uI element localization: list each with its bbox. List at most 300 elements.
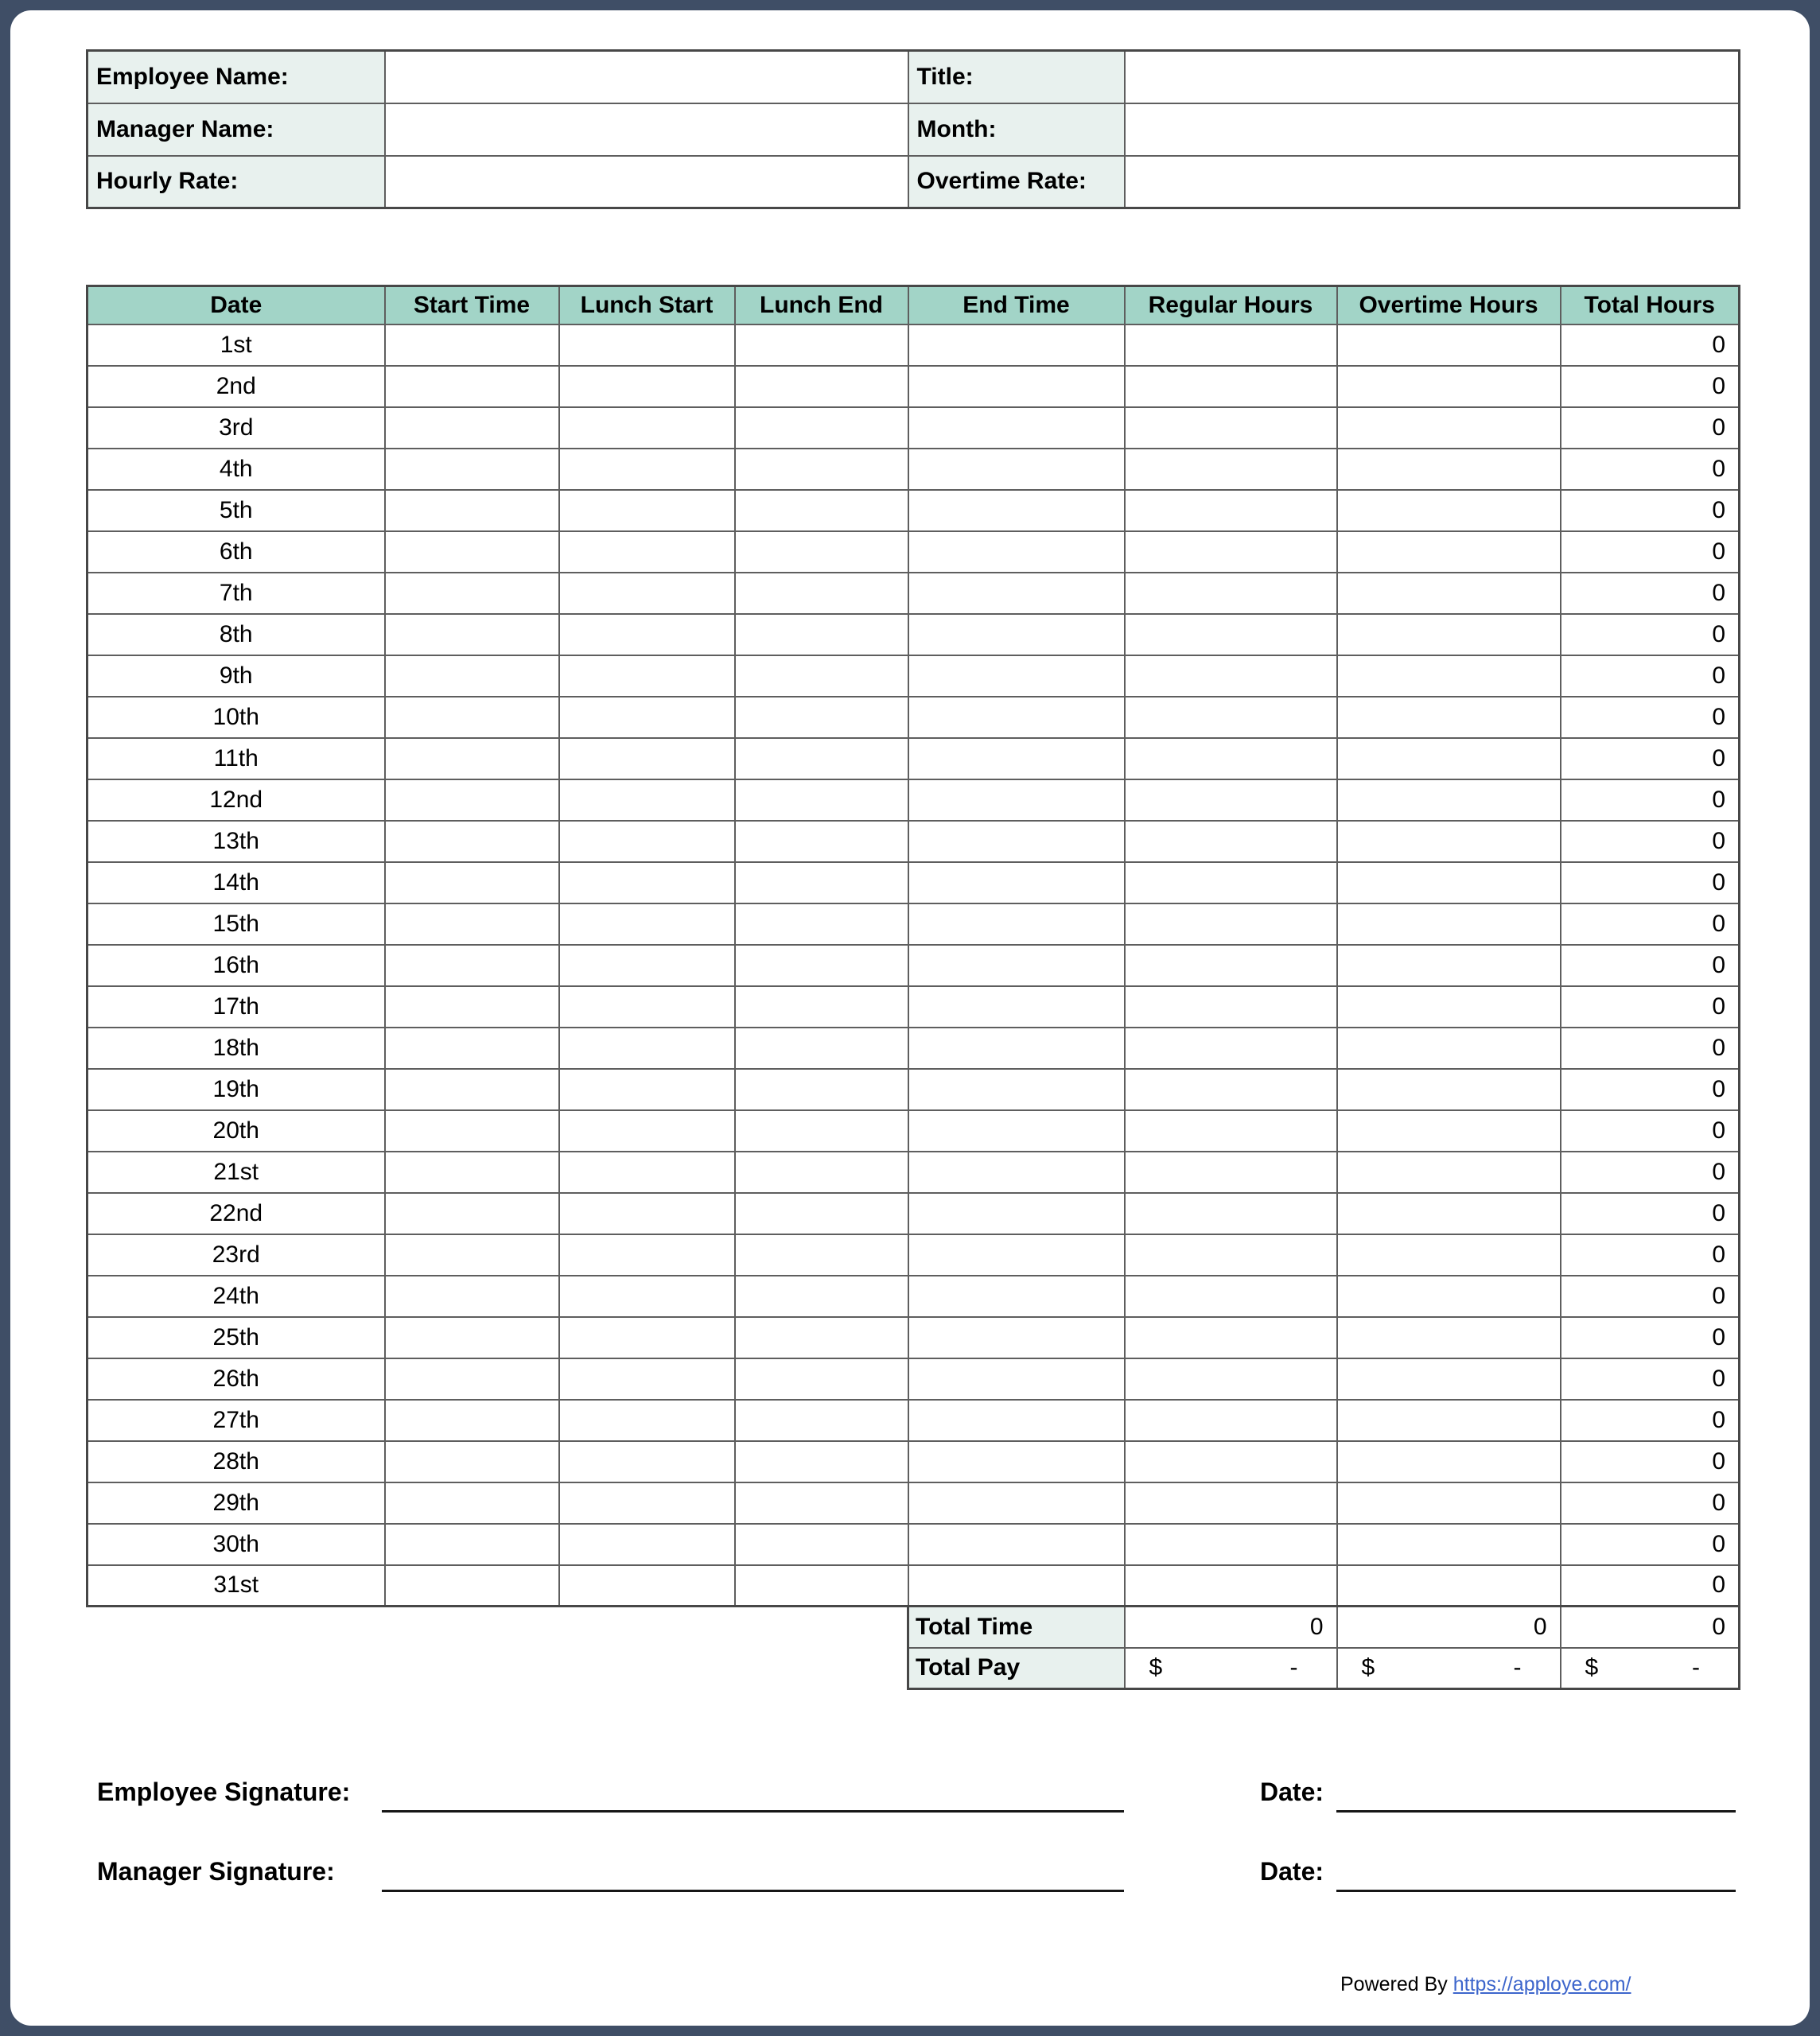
lunch-start-cell[interactable] <box>559 449 735 490</box>
total-hours-cell: 0 <box>1561 1565 1740 1607</box>
overtime-hours-cell[interactable] <box>1337 862 1561 903</box>
pay-amount: - <box>1513 1654 1522 1681</box>
regular-hours-cell[interactable] <box>1125 1028 1337 1069</box>
regular-hours-cell[interactable] <box>1125 1317 1337 1358</box>
lunch-end-cell[interactable] <box>735 573 908 614</box>
lunch-end-cell[interactable] <box>735 449 908 490</box>
hourly-rate-label: Hourly Rate: <box>88 156 385 208</box>
start-time-cell[interactable] <box>385 573 559 614</box>
total-hours-cell: 0 <box>1561 573 1740 614</box>
start-time-cell[interactable] <box>385 324 559 366</box>
regular-hours-cell[interactable] <box>1125 821 1337 862</box>
start-time-cell[interactable] <box>385 945 559 986</box>
total-hours-cell: 0 <box>1561 655 1740 697</box>
lunch-start-cell[interactable] <box>559 945 735 986</box>
date-cell: 5th <box>88 490 385 531</box>
end-time-cell[interactable] <box>908 407 1125 449</box>
manager-name-value-cell[interactable] <box>385 103 908 156</box>
manager-date-label: Date: <box>1260 1857 1324 1886</box>
regular-hours-cell[interactable] <box>1125 1276 1337 1317</box>
lunch-end-cell[interactable] <box>735 903 908 945</box>
lunch-end-cell[interactable] <box>735 1565 908 1607</box>
overtime-hours-cell[interactable] <box>1337 655 1561 697</box>
end-time-cell[interactable] <box>908 862 1125 903</box>
total-hours-cell: 0 <box>1561 407 1740 449</box>
end-time-cell[interactable] <box>908 1358 1125 1400</box>
start-time-cell[interactable] <box>385 903 559 945</box>
lunch-end-cell[interactable] <box>735 324 908 366</box>
start-time-cell[interactable] <box>385 1234 559 1276</box>
start-time-cell[interactable] <box>385 1565 559 1607</box>
lunch-start-cell[interactable] <box>559 903 735 945</box>
date-cell: 8th <box>88 614 385 655</box>
empty-area <box>88 1648 908 1689</box>
regular-hours-cell[interactable] <box>1125 531 1337 573</box>
pay-amount: - <box>1289 1654 1298 1681</box>
powered-by-text: Powered By <box>1340 1973 1448 1995</box>
total-hours-cell: 0 <box>1561 1482 1740 1524</box>
lunch-start-cell[interactable] <box>559 490 735 531</box>
start-time-cell[interactable] <box>385 1028 559 1069</box>
end-time-cell[interactable] <box>908 1482 1125 1524</box>
lunch-start-cell[interactable] <box>559 655 735 697</box>
total-hours-cell: 0 <box>1561 1441 1740 1482</box>
overtime-hours-cell[interactable] <box>1337 903 1561 945</box>
end-time-cell[interactable] <box>908 1317 1125 1358</box>
date-cell: 11th <box>88 738 385 779</box>
overtime-hours-cell[interactable] <box>1337 1234 1561 1276</box>
lunch-end-cell[interactable] <box>735 1069 908 1110</box>
employee-signature-line[interactable] <box>382 1810 1124 1813</box>
hourly-rate-value-cell[interactable] <box>385 156 908 208</box>
end-time-cell[interactable] <box>908 449 1125 490</box>
currency-symbol: $ <box>1149 1654 1163 1681</box>
lunch-end-cell[interactable] <box>735 1441 908 1482</box>
lunch-end-cell[interactable] <box>735 407 908 449</box>
regular-hours-cell[interactable] <box>1125 407 1337 449</box>
end-time-cell[interactable] <box>908 1110 1125 1152</box>
lunch-end-cell[interactable] <box>735 1358 908 1400</box>
overtime-hours-cell[interactable] <box>1337 738 1561 779</box>
regular-hours-cell[interactable] <box>1125 1482 1337 1524</box>
lunch-start-cell[interactable] <box>559 862 735 903</box>
end-time-cell[interactable] <box>908 1028 1125 1069</box>
date-cell: 17th <box>88 986 385 1028</box>
date-cell: 7th <box>88 573 385 614</box>
date-cell: 28th <box>88 1441 385 1482</box>
total-hours-cell: 0 <box>1561 1524 1740 1565</box>
timesheet-row <box>88 1441 1740 1482</box>
timesheet-row <box>88 1317 1740 1358</box>
timesheet-row <box>88 449 1740 490</box>
end-time-cell[interactable] <box>908 1193 1125 1234</box>
regular-hours-cell[interactable] <box>1125 1400 1337 1441</box>
date-cell: 16th <box>88 945 385 986</box>
timesheet-row <box>88 903 1740 945</box>
end-time-cell[interactable] <box>908 903 1125 945</box>
start-time-cell[interactable] <box>385 1482 559 1524</box>
lunch-end-column-header: Lunch End <box>735 286 908 324</box>
lunch-end-cell[interactable] <box>735 945 908 986</box>
lunch-end-cell[interactable] <box>735 1317 908 1358</box>
start-time-cell[interactable] <box>385 407 559 449</box>
regular-hours-cell[interactable] <box>1125 490 1337 531</box>
end-time-cell[interactable] <box>908 324 1125 366</box>
total-time-regular-hours: 0 <box>1125 1607 1337 1648</box>
end-time-cell[interactable] <box>908 1441 1125 1482</box>
date-cell: 26th <box>88 1358 385 1400</box>
overtime-hours-cell[interactable] <box>1337 490 1561 531</box>
regular-hours-cell[interactable] <box>1125 1565 1337 1607</box>
regular-hours-cell[interactable] <box>1125 1152 1337 1193</box>
timesheet-row <box>88 1524 1740 1565</box>
end-time-cell[interactable] <box>908 1234 1125 1276</box>
regular-hours-cell[interactable] <box>1125 986 1337 1028</box>
pay-amount: - <box>1692 1654 1700 1681</box>
lunch-end-cell[interactable] <box>735 779 908 821</box>
total-hours-cell: 0 <box>1561 1110 1740 1152</box>
timesheet-row <box>88 407 1740 449</box>
end-time-cell[interactable] <box>908 614 1125 655</box>
lunch-start-cell[interactable] <box>559 614 735 655</box>
regular-hours-cell[interactable] <box>1125 862 1337 903</box>
lunch-end-cell[interactable] <box>735 1028 908 1069</box>
timesheet-row <box>88 1276 1740 1317</box>
lunch-start-cell[interactable] <box>559 1317 735 1358</box>
start-time-cell[interactable] <box>385 614 559 655</box>
end-time-cell[interactable] <box>908 655 1125 697</box>
end-time-cell[interactable] <box>908 366 1125 407</box>
overtime-hours-cell[interactable] <box>1337 1110 1561 1152</box>
total-hours-cell: 0 <box>1561 1358 1740 1400</box>
start-time-cell[interactable] <box>385 1524 559 1565</box>
start-time-cell[interactable] <box>385 366 559 407</box>
date-cell: 14th <box>88 862 385 903</box>
overtime-hours-cell[interactable] <box>1337 1317 1561 1358</box>
end-time-cell[interactable] <box>908 779 1125 821</box>
date-cell: 6th <box>88 531 385 573</box>
start-time-cell[interactable] <box>385 490 559 531</box>
regular-hours-cell[interactable] <box>1125 324 1337 366</box>
regular-hours-cell[interactable] <box>1125 1110 1337 1152</box>
overtime-hours-cell[interactable] <box>1337 366 1561 407</box>
lunch-start-cell[interactable] <box>559 1524 735 1565</box>
timesheet-row <box>88 697 1740 738</box>
timesheet-row <box>88 1193 1740 1234</box>
regular-hours-cell[interactable] <box>1125 1524 1337 1565</box>
start-time-cell[interactable] <box>385 655 559 697</box>
start-time-cell[interactable] <box>385 1152 559 1193</box>
lunch-start-cell[interactable] <box>559 407 735 449</box>
total-hours-cell: 0 <box>1561 1069 1740 1110</box>
start-time-cell[interactable] <box>385 697 559 738</box>
employee-date-line[interactable] <box>1336 1810 1736 1813</box>
total-pay-overtime-hours <box>1337 1648 1561 1689</box>
lunch-start-cell[interactable] <box>559 1193 735 1234</box>
timesheet-table <box>86 285 1740 1690</box>
timesheet-row <box>88 490 1740 531</box>
regular-hours-column-header: Regular Hours <box>1125 286 1337 324</box>
date-cell: 22nd <box>88 1193 385 1234</box>
lunch-end-cell[interactable] <box>735 1482 908 1524</box>
start-time-cell[interactable] <box>385 1069 559 1110</box>
overtime-hours-cell[interactable] <box>1337 986 1561 1028</box>
lunch-start-cell[interactable] <box>559 1441 735 1482</box>
manager-signature-label: Manager Signature: <box>97 1857 335 1886</box>
employee-name-label: Employee Name: <box>88 51 385 103</box>
overtime-hours-cell[interactable] <box>1337 1482 1561 1524</box>
month-value-cell[interactable] <box>1125 103 1740 156</box>
lunch-end-cell[interactable] <box>735 1193 908 1234</box>
regular-hours-cell[interactable] <box>1125 573 1337 614</box>
total-hours-cell: 0 <box>1561 779 1740 821</box>
start-time-cell[interactable] <box>385 1400 559 1441</box>
lunch-start-cell[interactable] <box>559 531 735 573</box>
overtime-hours-cell[interactable] <box>1337 1152 1561 1193</box>
lunch-end-cell[interactable] <box>735 1524 908 1565</box>
end-time-cell[interactable] <box>908 1400 1125 1441</box>
total-pay-label: Total Pay <box>908 1648 1125 1689</box>
end-time-cell[interactable] <box>908 738 1125 779</box>
date-cell: 23rd <box>88 1234 385 1276</box>
total-hours-cell: 0 <box>1561 1234 1740 1276</box>
timesheet-row <box>88 655 1740 697</box>
regular-hours-cell[interactable] <box>1125 366 1337 407</box>
footer <box>1340 1973 1631 1996</box>
timesheet-row <box>88 1234 1740 1276</box>
timesheet-row <box>88 1028 1740 1069</box>
lunch-start-cell[interactable] <box>559 1276 735 1317</box>
timesheet-row <box>88 1069 1740 1110</box>
timesheet-row <box>88 1110 1740 1152</box>
title-label: Title: <box>908 51 1125 103</box>
overtime-rate-value-cell[interactable] <box>1125 156 1740 208</box>
total-hours-cell: 0 <box>1561 449 1740 490</box>
date-cell: 19th <box>88 1069 385 1110</box>
overtime-hours-cell[interactable] <box>1337 779 1561 821</box>
timesheet-row <box>88 366 1740 407</box>
lunch-end-cell[interactable] <box>735 366 908 407</box>
end-time-cell[interactable] <box>908 1152 1125 1193</box>
timesheet-row <box>88 1152 1740 1193</box>
total-hours-cell: 0 <box>1561 490 1740 531</box>
regular-hours-cell[interactable] <box>1125 697 1337 738</box>
lunch-start-cell[interactable] <box>559 1400 735 1441</box>
overtime-hours-cell[interactable] <box>1337 573 1561 614</box>
start-time-cell[interactable] <box>385 1317 559 1358</box>
date-cell: 2nd <box>88 366 385 407</box>
overtime-rate-label: Overtime Rate: <box>908 156 1125 208</box>
total-time-total-hours: 0 <box>1561 1607 1740 1648</box>
date-cell: 20th <box>88 1110 385 1152</box>
date-cell: 1st <box>88 324 385 366</box>
regular-hours-cell[interactable] <box>1125 1234 1337 1276</box>
total-hours-cell: 0 <box>1561 1400 1740 1441</box>
end-time-cell[interactable] <box>908 697 1125 738</box>
overtime-hours-cell[interactable] <box>1337 697 1561 738</box>
manager-name-label: Manager Name: <box>88 103 385 156</box>
start-time-cell[interactable] <box>385 862 559 903</box>
employee-name-value-cell[interactable] <box>385 51 908 103</box>
date-cell: 13th <box>88 821 385 862</box>
total-hours-cell: 0 <box>1561 1193 1740 1234</box>
lunch-start-cell[interactable] <box>559 1152 735 1193</box>
lunch-start-cell[interactable] <box>559 738 735 779</box>
regular-hours-cell[interactable] <box>1125 945 1337 986</box>
regular-hours-cell[interactable] <box>1125 903 1337 945</box>
regular-hours-cell[interactable] <box>1125 614 1337 655</box>
date-cell: 10th <box>88 697 385 738</box>
overtime-hours-cell[interactable] <box>1337 407 1561 449</box>
start-time-cell[interactable] <box>385 1276 559 1317</box>
total-pay-row <box>88 1648 1740 1689</box>
timesheet-row <box>88 738 1740 779</box>
total-hours-cell: 0 <box>1561 324 1740 366</box>
overtime-hours-cell[interactable] <box>1337 1276 1561 1317</box>
date-cell: 29th <box>88 1482 385 1524</box>
overtime-hours-cell[interactable] <box>1337 531 1561 573</box>
lunch-end-cell[interactable] <box>735 821 908 862</box>
lunch-end-cell[interactable] <box>735 986 908 1028</box>
apploye-link[interactable]: https://apploye.com/ <box>1452 1973 1631 1995</box>
start-time-cell[interactable] <box>385 1193 559 1234</box>
total-hours-cell: 0 <box>1561 821 1740 862</box>
regular-hours-cell[interactable] <box>1125 1193 1337 1234</box>
date-cell: 30th <box>88 1524 385 1565</box>
end-time-cell[interactable] <box>908 1276 1125 1317</box>
lunch-start-cell[interactable] <box>559 1110 735 1152</box>
regular-hours-cell[interactable] <box>1125 655 1337 697</box>
start-time-cell[interactable] <box>385 449 559 490</box>
total-hours-cell: 0 <box>1561 862 1740 903</box>
empty-area <box>88 1607 908 1648</box>
lunch-start-cell[interactable] <box>559 366 735 407</box>
lunch-start-cell[interactable] <box>559 697 735 738</box>
total-hours-cell: 0 <box>1561 1152 1740 1193</box>
lunch-start-cell[interactable] <box>559 1069 735 1110</box>
overtime-hours-cell[interactable] <box>1337 821 1561 862</box>
overtime-hours-cell[interactable] <box>1337 1193 1561 1234</box>
regular-hours-cell[interactable] <box>1125 779 1337 821</box>
lunch-end-cell[interactable] <box>735 1234 908 1276</box>
lunch-end-cell[interactable] <box>735 697 908 738</box>
end-time-cell[interactable] <box>908 1524 1125 1565</box>
lunch-start-cell[interactable] <box>559 986 735 1028</box>
info-row <box>88 103 1740 156</box>
currency-symbol: $ <box>1361 1654 1375 1681</box>
lunch-end-cell[interactable] <box>735 614 908 655</box>
date-column-header: Date <box>88 286 385 324</box>
timesheet-row <box>88 614 1740 655</box>
overtime-hours-cell[interactable] <box>1337 1524 1561 1565</box>
total-hours-cell: 0 <box>1561 1028 1740 1069</box>
overtime-hours-cell[interactable] <box>1337 614 1561 655</box>
start-time-cell[interactable] <box>385 531 559 573</box>
start-time-cell[interactable] <box>385 779 559 821</box>
start-time-cell[interactable] <box>385 1358 559 1400</box>
lunch-end-cell[interactable] <box>735 738 908 779</box>
date-cell: 21st <box>88 1152 385 1193</box>
overtime-hours-cell[interactable] <box>1337 1441 1561 1482</box>
total-time-row <box>88 1607 1740 1648</box>
lunch-start-cell[interactable] <box>559 821 735 862</box>
total-hours-cell: 0 <box>1561 1276 1740 1317</box>
lunch-start-cell[interactable] <box>559 573 735 614</box>
end-time-cell[interactable] <box>908 986 1125 1028</box>
regular-hours-cell[interactable] <box>1125 449 1337 490</box>
lunch-end-cell[interactable] <box>735 1152 908 1193</box>
info-row <box>88 51 1740 103</box>
start-time-cell[interactable] <box>385 738 559 779</box>
lunch-start-cell[interactable] <box>559 324 735 366</box>
start-time-cell[interactable] <box>385 821 559 862</box>
lunch-start-column-header: Lunch Start <box>559 286 735 324</box>
end-time-cell[interactable] <box>908 1565 1125 1607</box>
overtime-hours-cell[interactable] <box>1337 324 1561 366</box>
lunch-start-cell[interactable] <box>559 779 735 821</box>
lunch-end-cell[interactable] <box>735 1276 908 1317</box>
overtime-hours-cell[interactable] <box>1337 1358 1561 1400</box>
manager-signature-line[interactable] <box>382 1890 1124 1892</box>
start-time-cell[interactable] <box>385 986 559 1028</box>
end-time-cell[interactable] <box>908 1069 1125 1110</box>
start-time-cell[interactable] <box>385 1110 559 1152</box>
lunch-start-cell[interactable] <box>559 1565 735 1607</box>
end-time-cell[interactable] <box>908 531 1125 573</box>
lunch-end-cell[interactable] <box>735 490 908 531</box>
regular-hours-cell[interactable] <box>1125 738 1337 779</box>
timesheet-row <box>88 779 1740 821</box>
lunch-start-cell[interactable] <box>559 1234 735 1276</box>
lunch-end-cell[interactable] <box>735 655 908 697</box>
employee-signature-label: Employee Signature: <box>97 1778 351 1806</box>
lunch-start-cell[interactable] <box>559 1358 735 1400</box>
employee-date-label: Date: <box>1260 1778 1324 1806</box>
month-label: Month: <box>908 103 1125 156</box>
start-time-cell[interactable] <box>385 1441 559 1482</box>
overtime-hours-cell[interactable] <box>1337 1400 1561 1441</box>
title-value-cell[interactable] <box>1125 51 1740 103</box>
overtime-hours-cell[interactable] <box>1337 1069 1561 1110</box>
lunch-end-cell[interactable] <box>735 862 908 903</box>
total-hours-cell: 0 <box>1561 945 1740 986</box>
timesheet-header-row <box>88 286 1740 324</box>
overtime-hours-cell[interactable] <box>1337 1028 1561 1069</box>
lunch-start-cell[interactable] <box>559 1482 735 1524</box>
total-hours-cell: 0 <box>1561 1317 1740 1358</box>
end-time-cell[interactable] <box>908 490 1125 531</box>
date-cell: 25th <box>88 1317 385 1358</box>
end-time-cell[interactable] <box>908 573 1125 614</box>
regular-hours-cell[interactable] <box>1125 1441 1337 1482</box>
overtime-hours-cell[interactable] <box>1337 1565 1561 1607</box>
regular-hours-cell[interactable] <box>1125 1069 1337 1110</box>
total-time-label: Total Time <box>908 1607 1125 1648</box>
end-time-cell[interactable] <box>908 821 1125 862</box>
lunch-end-cell[interactable] <box>735 1400 908 1441</box>
total-pay-total-hours <box>1561 1648 1740 1689</box>
lunch-start-cell[interactable] <box>559 1028 735 1069</box>
lunch-end-cell[interactable] <box>735 531 908 573</box>
overtime-hours-cell[interactable] <box>1337 449 1561 490</box>
regular-hours-cell[interactable] <box>1125 1358 1337 1400</box>
lunch-end-cell[interactable] <box>735 1110 908 1152</box>
date-cell: 12nd <box>88 779 385 821</box>
end-time-cell[interactable] <box>908 945 1125 986</box>
overtime-hours-cell[interactable] <box>1337 945 1561 986</box>
timesheet-row <box>88 324 1740 366</box>
manager-date-line[interactable] <box>1336 1890 1736 1892</box>
